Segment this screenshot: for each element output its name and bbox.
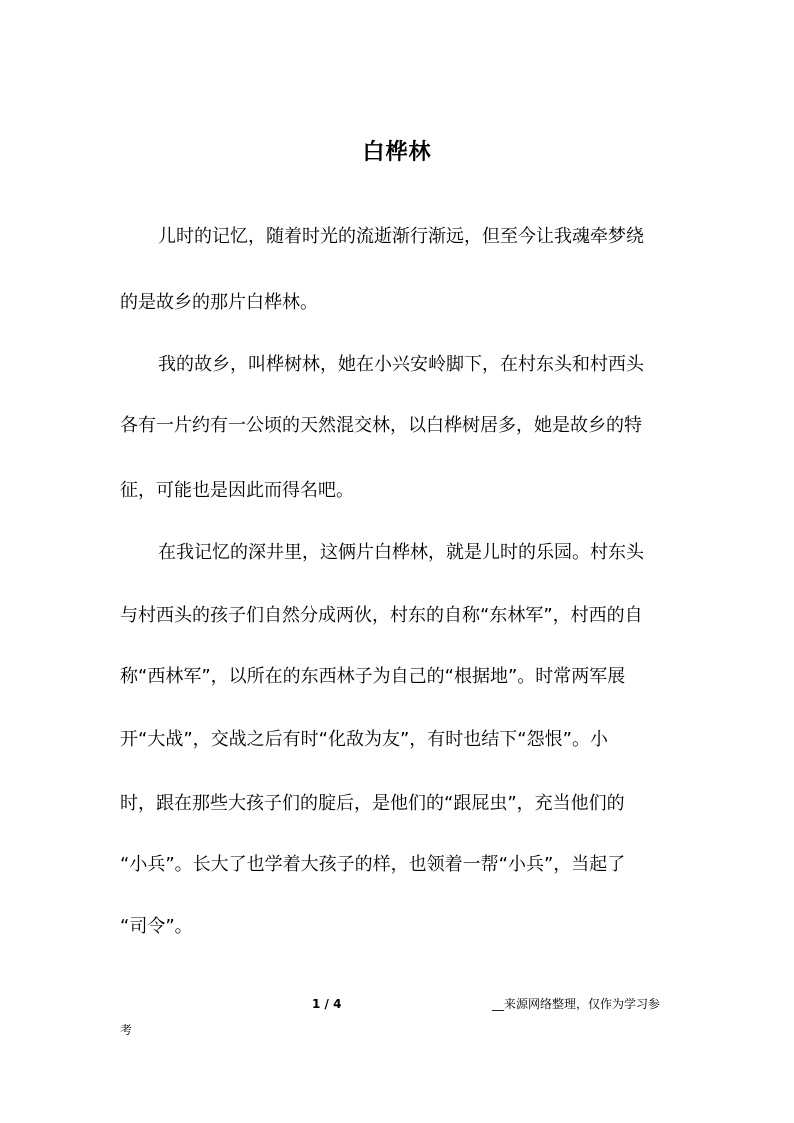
text-line: 在我记忆的深井里，这俩片白桦林，就是儿时的乐园。村东头 (158, 542, 644, 563)
text-line: 与村西头的孩子们自然分成两伙，村东的自称“东林军”，村西的自 (120, 605, 643, 626)
text-line: “司令”。 (120, 916, 193, 937)
text-line: 征，可能也是因此而得名吧。 (120, 480, 354, 501)
text-line: “小兵”。长大了也学着大孩子的样，也领着一帮“小兵”，当起了 (120, 854, 626, 875)
page-number: 1 / 4 (312, 997, 342, 1011)
document-title: 白桦林 (362, 140, 432, 165)
text-line: 我的故乡，叫桦树林，她在小兴安岭脚下，在村东头和村西头 (158, 354, 644, 375)
text-line: 时，跟在那些大孩子们的腚后，是他们的“跟屁虫”，充当他们的 (120, 793, 625, 814)
text-line: 开“大战”，交战之后有时“化敌为友”，有时也结下“怨恨”。小 (120, 729, 608, 750)
source-note: __来源网络整理，仅作为学习参 (492, 997, 661, 1011)
text-line: 称“西林军”，以所在的东西林子为自己的“根据地”。时常两军展 (120, 666, 626, 687)
text-line: 的是故乡的那片白桦林。 (120, 292, 318, 313)
text-line: 儿时的记忆，随着时光的流逝渐行渐远，但至今让我魂牵梦绕 (158, 226, 644, 247)
source-note-continued: 考 (120, 1023, 133, 1037)
text-line: 各有一片约有一公顷的天然混交林，以白桦树居多，她是故乡的特 (120, 415, 642, 436)
